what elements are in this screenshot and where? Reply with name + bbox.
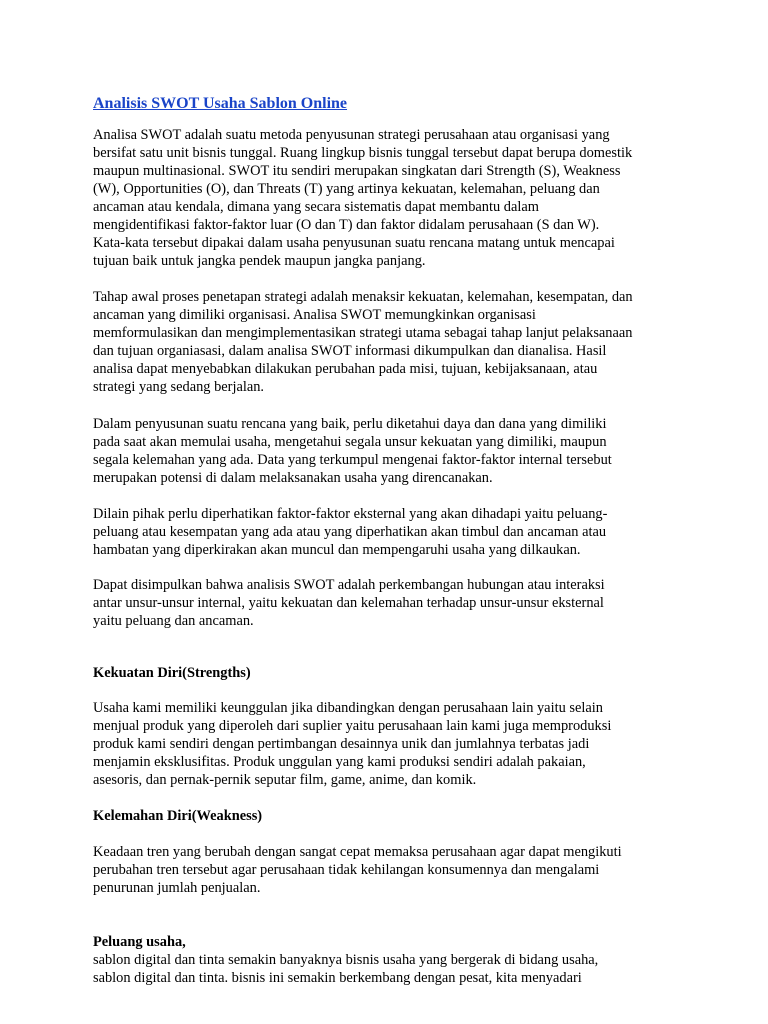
section-heading-opportunities: Peluang usaha,	[93, 934, 186, 950]
paragraph-2-line: ancaman yang dimiliki organisasi. Analisa SWOT memungkinkan organisasi	[93, 307, 536, 323]
section-heading-strengths: Kekuatan Diri(Strengths)	[93, 665, 251, 681]
strengths-line: Usaha kami memiliki keunggulan jika dibandingkan dengan perusahaan lain yaitu selain	[93, 700, 603, 716]
paragraph-2-line: analisa dapat menyebabkan dilakukan perubahan pada misi, tujuan, kebijaksanaan, atau	[93, 361, 598, 377]
strengths-line: asesoris, dan pernak-pernik seputar film, game, anime, dan komik.	[93, 772, 477, 788]
paragraph-5-line: yaitu peluang dan ancaman.	[93, 613, 254, 629]
strengths-line: menjual produk yang diperoleh dari suplier yaitu perusahaan lain kami juga memproduksi	[93, 718, 612, 734]
section-heading-weakness: Kelemahan Diri(Weakness)	[93, 808, 263, 824]
paragraph-2-line: memformulasikan dan mengimplementasikan strategi utama sebagai tahap lanjut pelaksanaan	[93, 325, 633, 341]
paragraph-1-line: (W), Opportunities (O), dan Threats (T) yang artinya kekuatan, kelemahan, peluang dan	[93, 181, 600, 197]
paragraph-2-line: strategi yang sedang berjalan.	[93, 379, 265, 395]
paragraph-3-line: segala kelemahan yang ada. Data yang terkumpul mengenai faktor-faktor internal tersebut	[93, 452, 612, 468]
paragraph-1-line: maupun multinasional. SWOT itu sendiri merupakan singkatan dari Strength (S), Weakness	[93, 163, 621, 179]
paragraph-3-line: pada saat akan memulai usaha, mengetahui segala unsur kekuatan yang dimiliki, maupun	[93, 434, 607, 450]
paragraph-5-line: antar unsur-unsur internal, yaitu kekuatan dan kelemahan terhadap unsur-unsur eksternal	[93, 595, 604, 611]
paragraph-5-line: Dapat disimpulkan bahwa analisis SWOT adalah perkembangan hubungan atau interaksi	[93, 577, 605, 593]
paragraph-3-line: merupakan potensi di dalam melaksanakan usaha yang direncanakan.	[93, 470, 493, 486]
weakness-line: perubahan tren tersebut agar perusahaan tidak kehilangan konsumennya dan mengalami	[93, 862, 600, 878]
weakness-line: penurunan jumlah penjualan.	[93, 880, 261, 896]
strengths-line: produk kami sendiri dengan pertimbangan desainnya unik dan jumlahnya terbatas jadi	[93, 736, 590, 752]
paragraph-1-line: tujuan baik untuk jangka pendek maupun jangka panjang.	[93, 253, 426, 269]
paragraph-4-line: hambatan yang diperkirakan akan muncul dan mempengaruhi usaha yang dilkaukan.	[93, 542, 581, 558]
weakness-line: Keadaan tren yang berubah dengan sangat cepat memaksa perusahaan agar dapat mengikuti	[93, 844, 622, 860]
document-title[interactable]: Analisis SWOT Usaha Sablon Online	[93, 95, 348, 112]
paragraph-3-line: Dalam penyusunan suatu rencana yang baik, perlu diketahui daya dan dana yang dimiliki	[93, 416, 607, 432]
paragraph-2-line: dan tujuan organiasasi, dalam analisa SWOT informasi dikumpulkan dan dianalisa. Hasil	[93, 343, 607, 359]
paragraph-1-line: mengidentifikasi faktor-faktor luar (O dan T) dan faktor didalam perusahaan (S dan W).	[93, 217, 600, 233]
opportunities-line: sablon digital dan tinta. bisnis ini semakin berkembang dengan pesat, kita menyadari	[93, 970, 582, 986]
paragraph-1-line: Kata-kata tersebut dipakai dalam usaha penyusunan suatu rencana matang untuk mencapai	[93, 235, 615, 251]
paragraph-1-line: bersifat satu unit bisnis tunggal. Ruang lingkup bisnis tunggal tersebut dapat berupa domestik	[93, 145, 633, 161]
paragraph-4-line: peluang atau kesempatan yang ada atau yang diperhatikan akan timbul dan ancaman atau	[93, 524, 607, 540]
paragraph-4-line: Dilain pihak perlu diperhatikan faktor-faktor eksternal yang akan dihadapi yaitu peluang-	[93, 506, 608, 522]
opportunities-line: sablon digital dan tinta semakin banyaknya bisnis usaha yang bergerak di bidang usaha,	[93, 952, 599, 968]
paragraph-1-line: ancaman atau kendala, dimana yang secara sistematis dapat membantu dalam	[93, 199, 539, 215]
paragraph-1-line: Analisa SWOT adalah suatu metoda penyusunan strategi perusahaan atau organisasi yang	[93, 127, 610, 143]
paragraph-2-line: Tahap awal proses penetapan strategi adalah menaksir kekuatan, kelemahan, kesempatan, dan	[93, 289, 633, 305]
strengths-line: menjamin eksklusifitas. Produk unggulan yang kami produksi sendiri adalah pakaian,	[93, 754, 586, 770]
